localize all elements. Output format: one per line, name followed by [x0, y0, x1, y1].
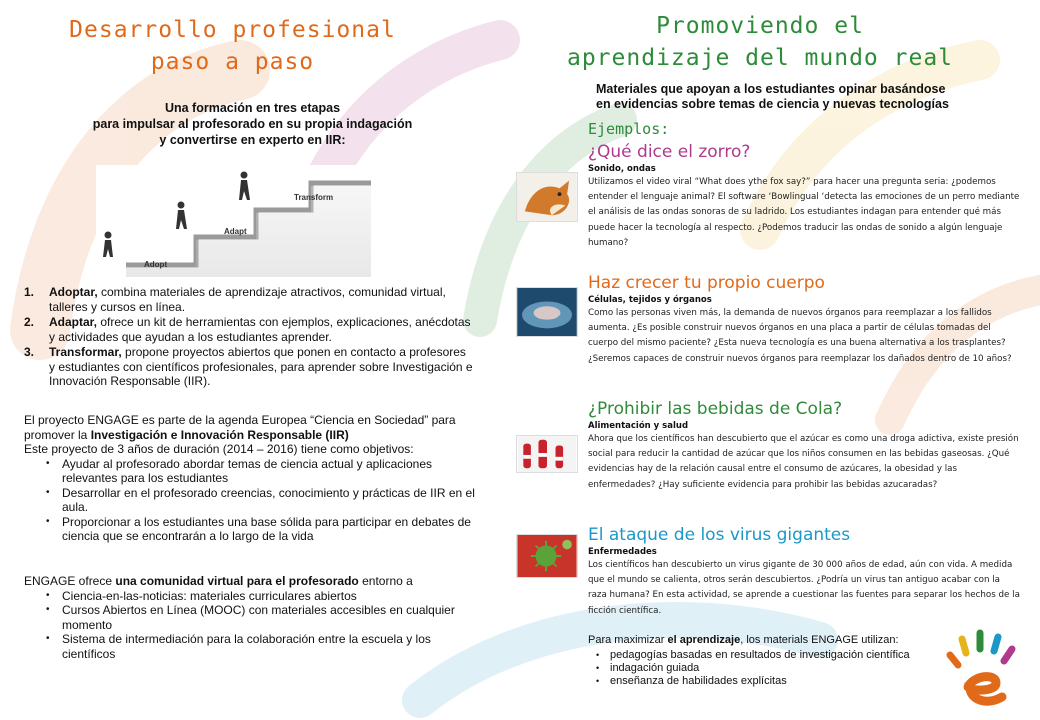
objectives-list — [24, 457, 476, 544]
offer-item: • Sistema de intermediación para la colaboración entre la escuela y los científicos — [24, 632, 476, 661]
example-text: Utilizamos el video viral “What does ythe fox say?” para hacer una pregunta seria: ¿podemos entender el lenguaje animal? El software ‘Bowlingual ‘detecta las emociones de un perro mediante el análisis de las ondas sonoras de su ladrido. Los estudiantes indagan para entender qué más puede hacer la tecnología al respecto. ¿Podemos traducir las ondas de sonido a algún lenguaje humano? — [588, 177, 1020, 248]
stairs-diagram — [96, 165, 374, 277]
right-subtitle-line1: Materiales que apoyan a los estudiantes opinar basándose — [596, 82, 946, 96]
stairs-label-adapt: Adapt — [224, 227, 247, 236]
right-title-line2: aprendizaje del mundo real — [566, 45, 954, 71]
offer-paragraph — [24, 574, 476, 661]
offer-list — [24, 589, 476, 662]
closing-text: Para maximizar — [588, 634, 668, 646]
closing-item: • pedagogías basadas en resultados de investigación científica — [588, 649, 988, 662]
left-title — [10, 14, 455, 78]
offer-text: ENGAGE ofrece — [24, 574, 116, 588]
closing-text-bold: el aprendizaje — [667, 634, 741, 646]
step-term: Adoptar, — [49, 285, 98, 299]
step-item — [24, 315, 474, 344]
step-text: ofrece un kit de herramientas con ejemplos, explicaciones, anécdotas y actividades que ayudan a los estudiantes aprender. — [49, 315, 471, 344]
organ-dish-image — [516, 287, 578, 337]
engage-text: El proyecto ENGAGE es parte de la agenda Europea “Ciencia en Sociedad” para promover la — [24, 413, 456, 442]
example-title: ¿Qué dice el zorro? — [588, 142, 751, 162]
step-item — [24, 345, 474, 389]
example-body — [588, 272, 1020, 367]
example-title: Haz crecer tu propio cuerpo — [588, 273, 825, 293]
example-text: Los científicos han descubierto un virus gigante de 30 000 años de edad, aún con vida. A medida que el mundo se calienta, otros serán descubiertos. ¿Podría un virus tan antiguo acabar con la raza humana? En esta actividad, se aprende a cuestionar las fuentes para separar los hechos de la ficción científica. — [588, 560, 1020, 616]
right-title — [540, 10, 980, 74]
step-term: Adaptar, — [49, 315, 98, 329]
example-title: El ataque de los virus gigantes — [588, 525, 851, 545]
engage-logo-icon — [930, 625, 1030, 715]
objective-item: • Ayudar al profesorado abordar temas de ciencia actual y aplicaciones relevantes para los estudiantes — [24, 457, 476, 486]
step-number: 2. — [24, 315, 35, 329]
example-topic: Enfermedades — [588, 547, 657, 557]
engage-text-bold: Investigación e Innovación Responsable (IIR) — [90, 427, 349, 442]
stairs-label-adopt: Adopt — [144, 260, 168, 269]
step-text: combina materiales de aprendizaje atractivos, comunidad virtual, talleres y cursos en línea. — [49, 285, 446, 314]
step-item — [24, 285, 474, 314]
closing-paragraph — [588, 634, 988, 688]
virus-image — [516, 534, 578, 578]
objective-item: • Desarrollar en el profesorado creencias, conocimiento y prácticas de IIR en el aula. — [24, 486, 476, 515]
example-virus — [588, 524, 1020, 619]
closing-item: • enseñanza de habilidades explícitas — [588, 675, 988, 688]
engage-paragraph — [24, 413, 476, 544]
fox-image — [516, 172, 578, 222]
offer-text-bold: una comunidad virtual para el profesorado — [115, 574, 359, 588]
example-topic: Alimentación y salud — [588, 421, 689, 431]
intro-text — [40, 100, 465, 148]
closing-text-post: , los materials ENGAGE utilizan: — [740, 634, 899, 646]
example-fox — [588, 141, 1020, 251]
closing-item: • indagación guiada — [588, 662, 988, 675]
example-text: Ahora que los científicos han descubierto que el azúcar es como una droga adictiva, existe presión social para reducir la cantidad de azúcar que los niños consumen en las bebidas gaseosas. ¿Qué evidencias hay de la relación causal entre el consumo de azúcares, la obesidad y las enfermedades? ¿Hay suficiente evidencia para prohibir las bebidas azucaradas? — [588, 434, 1019, 490]
intro-line3: y convertirse en experto en IIR: — [159, 133, 346, 147]
cola-bottles-image — [516, 435, 578, 473]
step-term: Transformar, — [49, 345, 122, 359]
right-subtitle-line2: en evidencias sobre temas de ciencia y nuevas tecnologías — [596, 97, 949, 111]
objective-item: • Proporcionar a los estudiantes una base sólida para participar en debates de ciencia que se encontrarán a lo largo de la vida — [24, 515, 476, 544]
example-text: Como las personas viven más, la demanda de nuevos órganos para reemplazar a los fallidos aumenta. ¿Es posible construir nuevos órganos en una placa a partir de células tomadas del cuerpo del mismo paciente? ¿Esta nueva tecnología es una buena alternativa a los trasplantes? ¿Seremos capaces de construir nuevos órganos para reemplazar los dañados dentro de 10 años? — [588, 308, 1012, 364]
closing-list — [588, 649, 988, 688]
example-cola — [588, 398, 1020, 493]
right-title-line1: Promoviendo el — [656, 13, 864, 39]
examples-heading: Ejemplos: — [588, 120, 670, 138]
example-topic: Sonido, ondas — [588, 164, 656, 174]
intro-line2: para impulsar al profesorado en su propia indagación — [92, 117, 413, 131]
right-subtitle — [596, 82, 1026, 112]
step-text: propone proyectos abiertos que ponen en contacto a profesores y estudiantes con científicos profesionales, para aprender sobre Investigación e Innovación Responsable (IIR). — [49, 345, 473, 388]
offer-item: • Ciencia-en-las-noticias: materiales curriculares abiertos — [24, 589, 476, 604]
example-topic: Células, tejidos y órganos — [588, 295, 712, 305]
step-number: 1. — [24, 285, 35, 299]
intro-line1: Una formación en tres etapas — [164, 101, 341, 115]
example-title: ¿Prohibir las bebidas de Cola? — [588, 399, 843, 419]
step-number: 3. — [24, 345, 35, 359]
left-title-line2: paso a paso — [150, 49, 315, 75]
stairs-label-transform: Transform — [294, 193, 334, 202]
steps-list — [24, 285, 474, 390]
offer-text-post: entorno a — [358, 574, 413, 588]
left-title-line1: Desarrollo profesional — [69, 17, 396, 43]
engage-objectives-intro: Este proyecto de 3 años de duración (2014 – 2016) tiene como objetivos: — [24, 442, 414, 456]
offer-item: • Cursos Abiertos en Línea (MOOC) con materiales accesibles en cualquier momento — [24, 603, 476, 632]
